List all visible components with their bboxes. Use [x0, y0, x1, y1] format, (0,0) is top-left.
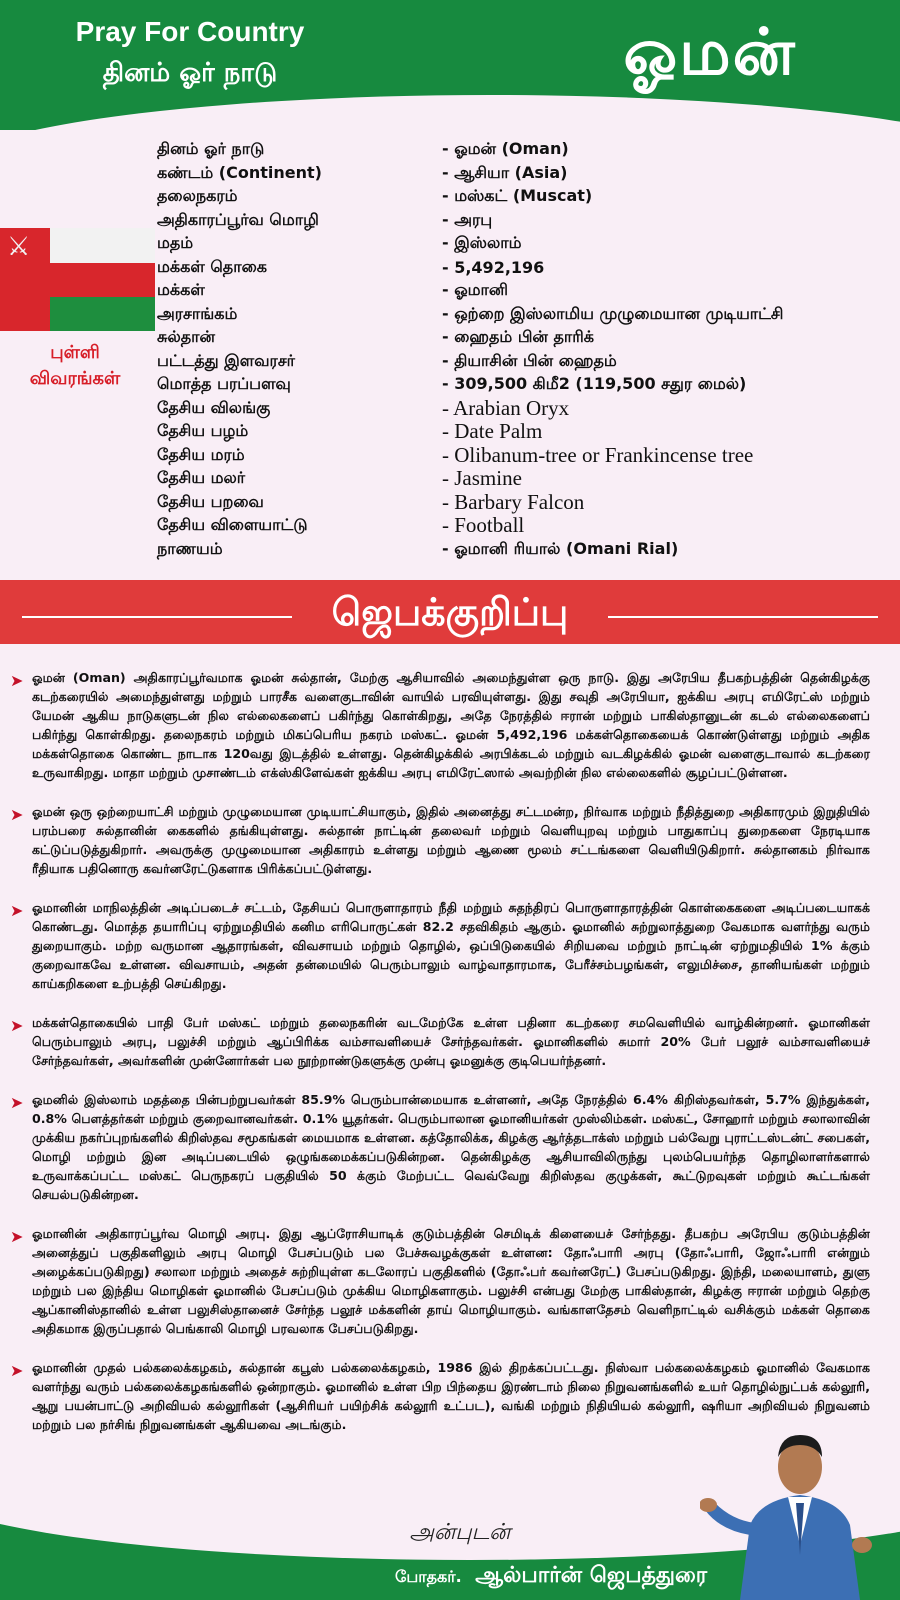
prayer-point-text: ஓமானின் அதிகாரப்பூர்வ மொழி அரபு. இது ஆப்ரோசியாடிக் குடும்பத்தின் செமிடிக் கிளையைச் சேர்ந்தது. தீபகற்ப அரேபிய குடும்பத்தின் அனைத்துப் பகுதிகளிலும் அரபு மொழி பேசப்படும் பல பேச்சுவழக்குகள் உள்ளன: தோஃபாரி அரபு (தோஃபாரி, ஜோஃபாரி என்றும் அழைக்கப்படுகிறது) சலாலா மற்றும் அதைச் சுற்றியுள்ள கடலோரப் பகுதிகளில் (தோஃபர் கவர்னரேட்) பேசப்படுகிறது. இந்தி, மலையாளம், துளு மற்றும் பல இந்திய மொழிகள் ஓமானில் பேசப்படும் முக்கிய மொழிகளாகும். பலுச்சி என்பது மேற்கு பாகிஸ்தான், கிழக்கு ஈரான் மற்றும் தெற்கு ஆப்கானிஸ்தானில் உள்ள பலுசிஸ்தானைச் சேர்ந்த பலூச் மக்களின் தாய் மொழியாகும். வங்காளதேசம் வெளிநாட்டில் வசிக்கும் மக்கள் தொகை அதிகமாக இருப்பதால் பெங்காலி மொழி பரவலாக பேசப்படுகிறது.	[32, 1226, 870, 1336]
tagline-english: Pray For Country	[75, 16, 305, 47]
fact-value: - 5,492,196	[442, 257, 545, 277]
prayer-point-text: மக்கள்தொகையில் பாதி பேர் மஸ்கட் மற்றும் தலைநகரின் வடமேற்கே உள்ள பதினா கடற்கரை சமவெளியில் வாழ்கின்றனர். ஓமானிகள் பெரும்பாலும் அரபு, பலுச்சி மற்றும் ஆப்பிரிக்க வம்சாவளியைச் சேர்ந்தவர்கள். ஓமானிகளில் சுமார் 20% பேர் பலூச் வம்சாவளியைச் சேர்ந்தவர்கள், அவர்களின் முன்னோர்கள் பல நூற்றாண்டுகளுக்கு முன்பு ஓமனுக்கு குடிபெயர்ந்தனர்.	[32, 1015, 870, 1068]
fact-value: - இஸ்லாம்	[442, 233, 522, 253]
fact-row	[157, 514, 877, 538]
fact-value: - ஹைதம் பின் தாரிக்	[442, 327, 595, 347]
fact-value: - மஸ்கட் (Muscat)	[442, 186, 593, 206]
fact-value: - Barbary Falcon	[442, 489, 585, 514]
fact-value: - Olibanum-tree or Frankincense tree	[442, 442, 754, 467]
footer-anbudan: அன்புடன்	[409, 1520, 511, 1545]
prayer-point	[10, 802, 870, 878]
prayer-point-text: ஓமானின் முதல் பல்கலைக்கழகம், சுல்தான் கபூஸ் பல்கலைக்கழகம், 1986 இல் திறக்கப்பட்டது. நிஸ்வா பல்கலைக்கழகம் ஓமானில் வேகமாக வளர்ந்து வரும் பல்கலைக்கழகங்களில் ஒன்றாகும். ஓமானில் உள்ள பிற பிந்தைய இரண்டாம் நிலை நிறுவனங்களில் உயர் தொழில்நுட்பக் கல்லூரி, ஆறு பயன்பாட்டு அறிவியல் கல்லூரிகள் (ஆசிரியர் பயிற்சிக் கல்லூரி உட்பட), வங்கி மற்றும் நிதியியல் கல்லூரி, ஷரியா அறிவியல் நிறுவனம் மற்றும் பல நர்சிங் நிறுவனங்கள் ஆகியவை அடங்கும்.	[32, 1360, 870, 1432]
fact-value: - Football	[442, 513, 525, 538]
fact-row	[157, 138, 877, 162]
arrow-bullet-icon: ➤	[10, 1361, 24, 1380]
pastor-photo-icon	[700, 1405, 900, 1600]
fact-value: - தியாசின் பின் ஹைதம்	[442, 350, 617, 370]
fact-row	[157, 185, 877, 209]
fact-value: - Date Palm	[442, 419, 543, 444]
prayer-point	[10, 898, 870, 993]
fact-key: தேசிய பறவை	[157, 491, 264, 511]
fact-value: - Arabian Oryx	[442, 395, 570, 420]
prayer-point-text: ஓமன் (Oman) அதிகாரப்பூர்வமாக ஓமன் சுல்தான், மேற்கு ஆசியாவில் அமைந்துள்ள ஒரு நாடு. இது அரேபிய தீபகற்பத்தின் தென்கிழக்கு கடற்கரையில் அமைந்துள்ளது மற்றும் பாரசீக வளைகுடாவின் வாயில் பரவியுள்ளது. இது சவுதி அரேபியா, ஐக்கிய அரபு எமிரேட்ஸ் மற்றும் யேமன் ஆகிய நாடுகளுடன் நில எல்லைகளைப் பகிர்ந்து கொள்கிறது, அதே நேரத்தில் ஈரான் மற்றும் பாகிஸ்தானுடன் கடல் எல்லைகளைப் பகிர்ந்து கொள்கிறது. தலைநகரம் மற்றும் மிகப்பெரிய நகரம் மஸ்கட். ஓமன் 5,492,196 மக்கள்தொகையைக் கொண்டுள்ளது மற்றும் அதிக மக்கள்தொகை கொண்ட நாடாக 120வது இடத்தில் உள்ளது. தென்கிழக்கில் அரபிக்கடல் மற்றும் வடகிழக்கில் ஓமன் வளைகுடாவால் கடற்கரை உருவாகிறது. மாதா மற்றும் முசாண்டம் எக்ஸ்கிளேவ்கள் ஐக்கிய அரபு எமிரேட்ஸால் அவற்றின் நில எல்லைகளில் சூழப்பட்டுள்ளன.	[32, 670, 870, 780]
fact-value: - 309,500 கிமீ2 (119,500 சதுர மைல்)	[442, 374, 747, 394]
fact-key: தேசிய பழம்	[157, 421, 249, 441]
arrow-bullet-icon: ➤	[10, 805, 24, 824]
fact-value: - Jasmine	[442, 466, 522, 491]
fact-row	[157, 373, 877, 397]
fact-value: - ஆசியா (Asia)	[442, 162, 568, 182]
arrow-bullet-icon: ➤	[10, 671, 24, 690]
fact-row	[157, 350, 877, 374]
fact-value: - ஒற்றை இஸ்லாமிய முழுமையான முடியாட்சி	[442, 303, 784, 323]
fact-row	[157, 491, 877, 515]
prayer-paragraphs	[10, 668, 870, 1454]
fact-key: மதம்	[157, 233, 194, 253]
footer-person-name: ஆல்பார்ன் ஜெபத்துரை	[475, 1563, 708, 1588]
fact-row	[157, 444, 877, 468]
fact-key: மக்கள் தொகை	[157, 256, 267, 276]
prayer-band	[0, 580, 900, 644]
fact-row	[157, 538, 877, 562]
fact-key: தலைநகரம்	[157, 186, 238, 206]
fact-value: - அரபு	[442, 209, 493, 229]
arrow-bullet-icon: ➤	[10, 1093, 24, 1112]
prayer-point	[10, 1224, 870, 1338]
fact-value: - ஓமானி	[442, 280, 509, 300]
footer-signature	[395, 1563, 707, 1591]
fact-row	[157, 467, 877, 491]
prayer-point	[10, 1013, 870, 1070]
tagline-tamil: தினம் ஓர் நாடு	[102, 58, 278, 88]
info-tag-line-2: விவரங்கள்	[29, 368, 121, 389]
footer-role: போதகர்.	[395, 1567, 462, 1586]
fact-value: - ஓமன் (Oman)	[442, 139, 569, 159]
fact-row	[157, 279, 877, 303]
fact-key: பட்டத்து இளவரசர்	[157, 350, 296, 370]
oman-flag-icon	[0, 228, 155, 331]
fact-key: தேசிய மலர்	[157, 468, 246, 488]
band-divider-right	[608, 616, 878, 618]
prayer-point	[10, 1090, 870, 1204]
header-banner	[0, 0, 900, 130]
arrow-bullet-icon: ➤	[10, 1227, 24, 1246]
fact-key: சுல்தான்	[157, 327, 216, 347]
prayer-point-text: ஓமனில் இஸ்லாம் மதத்தை பின்பற்றுபவர்கள் 85.9% பெரும்பான்மையாக உள்ளனர், அதே நேரத்தில் 6.4% கிறிஸ்தவர்கள், 5.7% இந்துக்கள், 0.8% பௌத்தர்கள் மற்றும் குறைவானவர்கள். 0.1% யூதர்கள். பெரும்பாலான ஓமானியர்கள் முஸ்லிம்கள். மஸ்கட், சோஹார் மற்றும் சலாலாவின் முக்கிய நகர்ப்புறங்களில் கிறிஸ்தவ சமூகங்கள் மையமாக உள்ளன. கத்தோலிக்க, கிழக்கு ஆர்த்தடாக்ஸ் மற்றும் பல்வேறு புராட்டஸ்டன்ட் சபைகள், மொழி மற்றும் இன அடிப்படையில் ஒழுங்கமைக்கப்படுகின்றன. தென்கிழக்கு ஆசியாவிலிருந்து புலம்பெயர்ந்த தொழிலாளர்களால் உருவாக்கப்பட்ட மஸ்கட் பெருநகரப் பகுதியில் 50 க்கும் மேற்பட்ட வெவ்வேறு கிறிஸ்தவ குழுக்கள், கூட்டுறவுகள் மற்றும் கூட்டங்கள் செயல்படுகின்றன.	[32, 1092, 870, 1202]
info-tag-line-1: புள்ளி	[50, 342, 100, 363]
prayer-point	[10, 668, 870, 782]
fact-row	[157, 232, 877, 256]
fact-row	[157, 420, 877, 444]
fact-list	[157, 138, 877, 561]
fact-row	[157, 303, 877, 327]
fact-key: தேசிய மரம்	[157, 444, 245, 464]
fact-key: அதிகாரப்பூர்வ மொழி	[157, 209, 319, 229]
header-swoosh	[0, 95, 900, 130]
arrow-bullet-icon: ➤	[10, 901, 24, 920]
fact-row	[157, 397, 877, 421]
prayer-point-text: ஓமானின் மாநிலத்தின் அடிப்படைச் சட்டம், தேசியப் பொருளாதாரம் நீதி மற்றும் சுதந்திரப் பொருளாதாரத்தின் கொள்கைகளை அடிப்படையாகக் கொண்டது. மொத்த தயாரிப்பு ஏற்றுமதியில் கனிம எரிபொருட்கள் 82.2 சதவிகிதம் ஆகும். ஓமானில் சுற்றுலாத்துறை வேகமாக வளர்ந்து வரும் துறையாகும். மற்ற வருமான ஆதாரங்கள், விவசாயம் மற்றும் தொழில், ஒப்பிடுகையில் சிறியவை மற்றும் நாட்டின் ஏற்றுமதியில் 1% க்கும் குறைவாகவே உள்ளன. விவசாயம், அதன் தன்மையில் பெரும்பாலும் வாழ்வாதாரமாக, பேரீச்சம்பழங்கள், எலுமிச்சை, தானியங்கள் மற்றும் காய்கறிகளை உற்பத்தி செய்கிறது.	[32, 900, 870, 991]
info-tag	[0, 340, 150, 392]
fact-key: மக்கள்	[157, 280, 205, 300]
prayer-title: ஜெபக்குறிப்பு	[331, 590, 569, 634]
fact-key: கண்டம் (Continent)	[157, 162, 322, 182]
fact-key: அரசாங்கம்	[157, 303, 238, 323]
fact-key: தேசிய விளையாட்டு	[157, 515, 308, 535]
country-title: ஓமன்	[623, 16, 797, 90]
fact-row	[157, 326, 877, 350]
fact-key: நாணயம்	[157, 538, 223, 558]
fact-key: தேசிய விலங்கு	[157, 397, 271, 417]
fact-value: - ஓமானி ரியால் (Omani Rial)	[442, 538, 679, 558]
fact-key: தினம் ஓர் நாடு	[157, 139, 265, 159]
prayer-point-text: ஓமன் ஒரு ஒற்றையாட்சி மற்றும் முழுமையான முடியாட்சியாகும், இதில் அனைத்து சட்டமன்ற, நிர்வாக மற்றும் நீதித்துறை அதிகாரமும் இறுதியில் பரம்பரை சுல்தானின் கைகளில் தங்கியுள்ளது. சுல்தான் நாட்டின் தலைவர் மற்றும் வெளியுறவு மற்றும் பாதுகாப்பு துறைகளை நேரடியாக கட்டுப்படுத்துகிறார். அவருக்கு முழுமையான அதிகாரம் உள்ளது மற்றும் ஆணை மூலம் சட்டங்களை வெளியிடுகிறார். சுல்தானகம் நிர்வாக ரீதியாக பதினொரு கவர்னரேட்டுகளாக பிரிக்கப்பட்டுள்ளது.	[32, 804, 870, 876]
arrow-bullet-icon: ➤	[10, 1016, 24, 1035]
fact-row	[157, 209, 877, 233]
fact-row	[157, 162, 877, 186]
fact-row	[157, 256, 877, 280]
fact-key: மொத்த பரப்பளவு	[157, 374, 291, 394]
khanjar-emblem-icon: ⚔	[7, 232, 31, 262]
